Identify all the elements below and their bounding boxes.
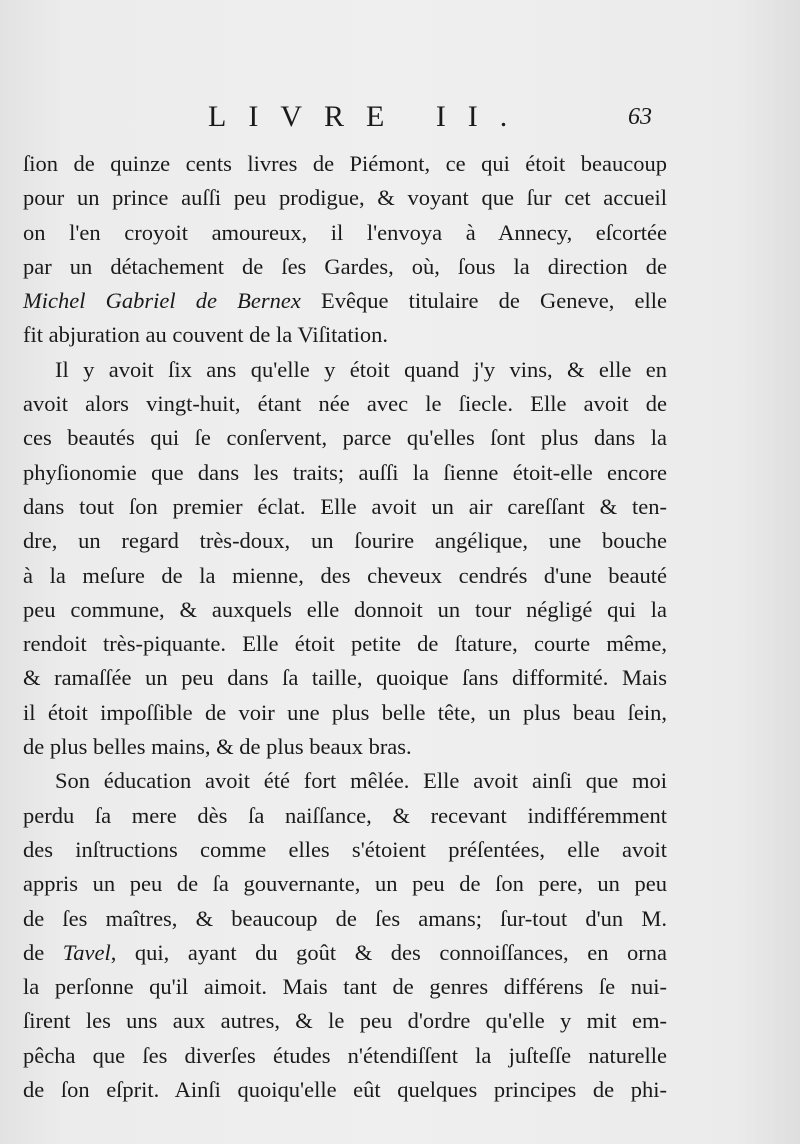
page-number: 63 bbox=[628, 104, 652, 130]
text-line: dre, un regard très-doux, un ſourire angélique, une bouche bbox=[23, 528, 667, 554]
text-line: avoit alors vingt-huit, étant née avec le ſiecle. Elle avoit de bbox=[23, 391, 667, 417]
tutor-name: Tavel bbox=[62, 939, 111, 965]
text-line: rendoit très-piquante. Elle étoit petite de ſtature, courte même, bbox=[23, 631, 667, 657]
text-line: de plus belles mains, & de plus beaux bras. bbox=[23, 734, 412, 760]
text-line bbox=[23, 936, 667, 970]
text-line: à la meſure de la mienne, des cheveux cendrés d'une beauté bbox=[23, 562, 667, 588]
text-line: ſion de quinze cents livres de Piémont, ce qui étoit beaucoup bbox=[23, 151, 667, 176]
text-line: ſirent les uns aux autres, & le peu d'ordre qu'elle y mit em- bbox=[23, 1008, 667, 1034]
text-line: perdu ſa mere dès ſa naiſſance, & recevant indifféremment bbox=[23, 802, 667, 828]
text-line bbox=[23, 284, 667, 318]
text-fragment: de bbox=[23, 939, 63, 965]
text-line: appris un peu de ſa gouvernante, un peu de ſon pere, un peu bbox=[23, 871, 667, 897]
text-line: il étoit impoſſible de voir une plus belle tête, un plus beau ſein, bbox=[23, 699, 667, 725]
text-line: Son éducation avoit été fort mêlée. Elle avoit ainſi que moi bbox=[55, 768, 667, 794]
text-fragment: , qui, ayant du goût & des connoiſſances, en orna bbox=[110, 939, 667, 965]
text-line: pour un prince auſſi peu prodigue, & voyant que ſur cet accueil bbox=[23, 185, 667, 211]
text-line: par un détachement de ſes Gardes, où, ſous la direction de bbox=[23, 253, 667, 279]
page-header bbox=[0, 100, 800, 140]
text-line: fit abjuration au couvent de la Viſitation. bbox=[23, 322, 389, 348]
text-fragment: Evêque titulaire de Geneve, elle bbox=[300, 288, 667, 314]
running-title: LIVRE II. bbox=[208, 100, 530, 133]
text-line: peu commune, & auxquels elle donnoit un tour négligé qui la bbox=[23, 596, 667, 622]
text-line: phyſionomie que dans les traits; auſſi la ſienne étoit-elle encore bbox=[23, 459, 667, 485]
text-line: de ſes maîtres, & beaucoup de ſes amans; ſur-tout d'un M. bbox=[23, 905, 667, 931]
bishop-name: Michel Gabriel de Bernex bbox=[23, 288, 301, 314]
text-line: Il y avoit ſix ans qu'elle y étoit quand j'y vins, & elle en bbox=[55, 356, 667, 382]
text-line: de ſon eſprit. Ainſi quoiqu'elle eût quelques principes de phi- bbox=[23, 1077, 667, 1103]
body-text bbox=[23, 147, 667, 1107]
text-line: ces beautés qui ſe conſervent, parce qu'elles ſont plus dans la bbox=[23, 425, 667, 451]
text-line: dans tout ſon premier éclat. Elle avoit un air careſſant & ten- bbox=[23, 493, 667, 519]
text-line: des inſtructions comme elles s'étoient préſentées, elle avoit bbox=[23, 836, 667, 862]
text-line: & ramaſſée un peu dans ſa taille, quoique ſans difformité. Mais bbox=[23, 665, 667, 691]
text-line: on l'en croyoit amoureux, il l'envoya à Annecy, eſcortée bbox=[23, 219, 667, 245]
text-line: la perſonne qu'il aimoit. Mais tant de genres différens ſe nui- bbox=[23, 974, 667, 1000]
text-line: pêcha que ſes diverſes études n'étendiſſent la juſteſſe naturelle bbox=[23, 1042, 667, 1068]
